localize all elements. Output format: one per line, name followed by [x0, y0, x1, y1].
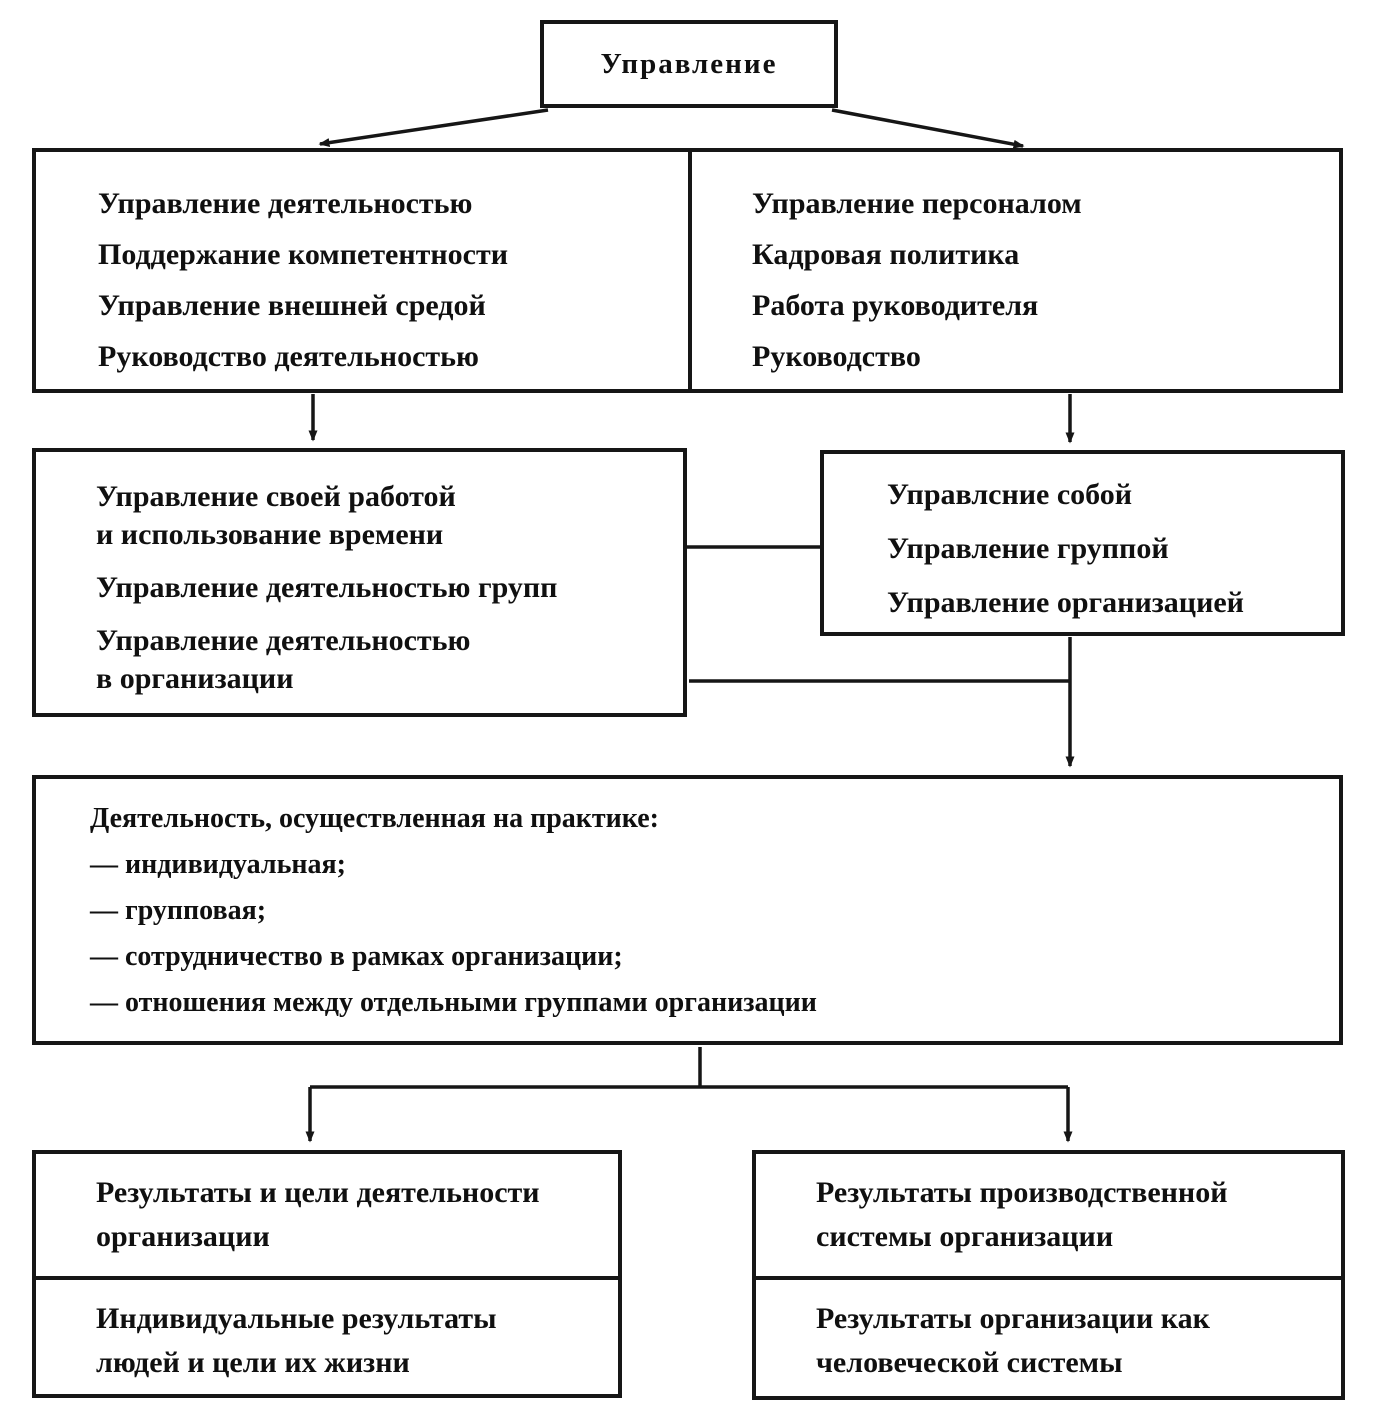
practice-title: Деятельность, осуществленная на практике:	[90, 803, 659, 834]
box-line: Поддержание компетентности	[98, 238, 509, 271]
box-line: Управление персоналом	[752, 187, 1082, 220]
box-item	[96, 622, 671, 698]
root-box-label: Управление	[600, 47, 778, 80]
human-system-results-cell	[756, 1280, 1341, 1396]
management-areas-box	[32, 148, 1343, 393]
activity-management-cell	[36, 152, 692, 389]
personnel-management-cell	[692, 152, 1339, 389]
box-line: Руководство	[752, 340, 921, 373]
practice-item: — групповая;	[90, 895, 267, 926]
box-line: организации	[96, 1220, 270, 1253]
root-box	[540, 20, 838, 108]
system-results-box	[752, 1150, 1345, 1400]
box-line: Результаты и цели деятельности	[96, 1176, 540, 1209]
production-system-results-cell	[756, 1154, 1341, 1280]
box-line: Руководство деятельностью	[98, 340, 479, 373]
self-management-box	[820, 450, 1345, 636]
practice-item: — индивидуальная;	[90, 849, 346, 880]
box-line: людей и цели их жизни	[96, 1346, 410, 1379]
work-levels-left-box	[32, 448, 687, 717]
box-line: и использование времени	[96, 518, 444, 551]
box-line: Индивидуальные результаты	[96, 1302, 497, 1335]
box-line: системы организации	[816, 1220, 1114, 1253]
results-goals-box	[32, 1150, 622, 1398]
box-item	[96, 478, 671, 554]
individual-results-cell	[36, 1280, 618, 1394]
arrow-root-to-personnel	[832, 110, 1023, 146]
box-line: Управление деятельностью групп	[96, 571, 558, 604]
practice-box	[32, 775, 1343, 1045]
arrow-root-to-activity	[320, 110, 548, 144]
box-line: Управление деятельностью	[96, 624, 471, 657]
box-item	[96, 569, 671, 607]
practice-item: — отношения между отдельными группами организации	[90, 987, 817, 1018]
box-line: Кадровая политика	[752, 238, 1020, 271]
box-line: человеческой системы	[816, 1346, 1123, 1379]
box-line: Управлсние собой	[887, 478, 1133, 511]
box-line: Работа руководителя	[752, 289, 1039, 322]
box-line: Управление внешней средой	[98, 289, 486, 322]
practice-item: — сотрудничество в рамках организации;	[90, 941, 623, 972]
box-line: в организации	[96, 662, 294, 695]
box-line: Управление группой	[887, 532, 1169, 565]
box-line: Управление деятельностью	[98, 187, 473, 220]
box-line: Управление организацией	[887, 586, 1244, 619]
box-line: Управление своей работой	[96, 480, 456, 513]
box-line: Результаты организации как	[816, 1302, 1210, 1335]
box-line: Результаты производственной	[816, 1176, 1228, 1209]
org-results-goals-cell	[36, 1154, 618, 1280]
